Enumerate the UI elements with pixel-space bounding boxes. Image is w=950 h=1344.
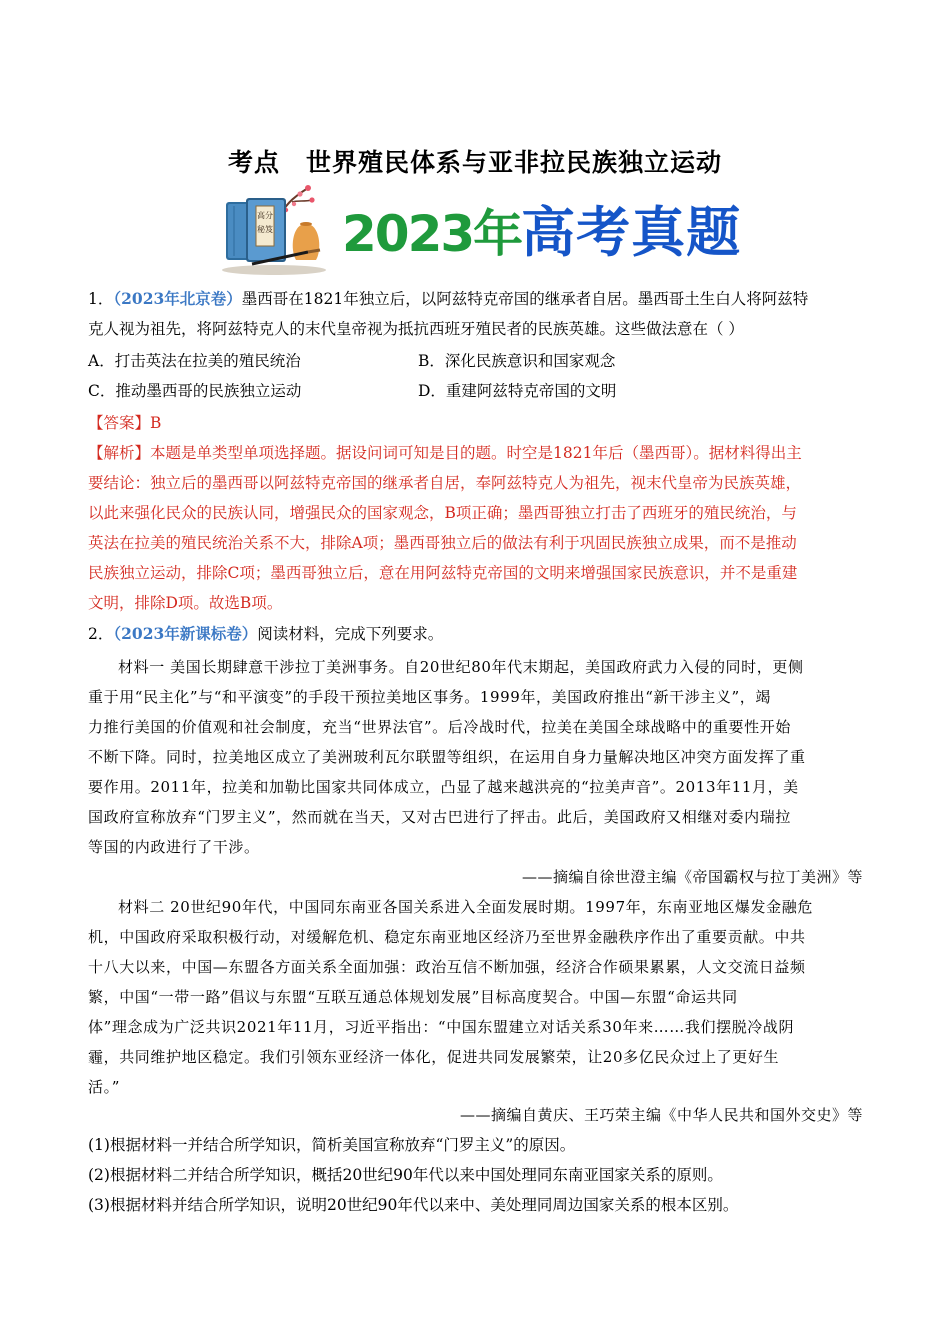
q1-analysis-line: 以此来强化民众的民族认同，增强民众的国家观念，B项正确；墨西哥独立打击了西班牙的殖民统治，与: [88, 504, 797, 522]
q1-option-c[interactable]: C．推动墨西哥的民族独立运动: [88, 382, 302, 400]
material-2-citation: ——摘编自黄庆、王巧荣主编《中华人民共和国外交史》等: [459, 1106, 863, 1124]
book-label: 高分: [257, 211, 273, 220]
material-1-line: 重于用“民主化”与“和平演变”的手段干预拉美地区事务。1999年，美国政府推出“新干涉主义”，竭: [88, 688, 771, 706]
banner-year: 2023年: [342, 205, 522, 263]
books-illustration-icon: [212, 180, 334, 276]
title-main: 世界殖民体系与亚非拉民族独立运动: [306, 148, 723, 177]
q2-subquestion-1: (1)根据材料一并结合所学知识，简析美国宣称放弃“门罗主义”的原因。: [88, 1136, 576, 1154]
q2-subquestion-2: (2)根据材料二并结合所学知识，概括20世纪90年代以来中国处理同东南亚国家关系的原则。: [88, 1166, 723, 1184]
q1-analysis-line: 文明，排除D项。故选B项。: [88, 594, 283, 612]
q2-source: （2023年新课标卷）: [113, 624, 258, 643]
material-2-line: 霾，共同维护地区稳定。我们引领东亚经济一体化，促进共同发展繁荣，让20多亿民众过上了更好生: [88, 1048, 780, 1066]
q1-analysis-line: 民族独立运动，排除C项；墨西哥独立后，意在用阿兹特克帝国的文明来增强国家民族意识，并不是重建: [88, 564, 798, 582]
q1-analysis-line: 英法在拉美的殖民统治关系不大，排除A项；墨西哥独立后的做法有利于巩固民族独立成果，而不是推动: [88, 534, 797, 552]
material-2-line: 十八大以来，中国—东盟各方面关系全面加强：政治互信不断加强，经济合作硕果累累，人文交流日益频: [88, 958, 806, 976]
material-2-line: 活。”: [88, 1078, 120, 1096]
q1-stem-line-2: 克人视为祖先，将阿兹特克人的末代皇帝视为抵抗西班牙殖民者的民族英雄。这些做法意在（ ）: [88, 320, 744, 338]
material-1-line: 不断下降。同时，拉美地区成立了美洲玻利瓦尔联盟等组织，在运用自身力量解决地区冲突方面发挥了重: [88, 748, 806, 766]
q1-stem-line-1: 1．（2023年北京卷）墨西哥在1821年独立后，以阿兹特克帝国的继承者自居。墨西哥土生白人将阿兹特: [88, 289, 809, 308]
material-1-line: 力推行美国的价值观和社会制度，充当“世界法官”。后冷战时代，拉美在美国全球战略中的重要性开始: [88, 718, 791, 736]
q1-answer: 【答案】B: [88, 414, 162, 432]
page-title: [0, 143, 950, 179]
material-2-line: 繁，中国“一带一路”倡议与东盟“互联互通总体规划发展”目标高度契合。中国—东盟“命运共同: [88, 988, 738, 1006]
banner-label: 高考真题: [521, 201, 742, 264]
q1-option-b[interactable]: B．深化民族意识和国家观念: [418, 352, 616, 370]
material-2-line: 材料二 20世纪90年代，中国同东南亚各国关系进入全面发展时期。1997年，东南亚地区爆发金融危: [118, 898, 813, 916]
exam-banner: [212, 180, 752, 276]
material-1-line: 要作用。2011年，拉美和加勒比国家共同体成立，凸显了越来越洪亮的“拉美声音”。2013年11月，美: [88, 778, 799, 796]
svg-text:秘笈: 秘笈: [257, 225, 273, 234]
material-1-line: 国政府宣称放弃“门罗主义”，然而就在当天，又对古巴进行了抨击。此后，美国政府又相继对委内瑞拉: [88, 808, 791, 826]
q1-analysis-line: 要结论：独立后的墨西哥以阿兹特克帝国的继承者自居，奉阿兹特克人为祖先，视末代皇帝为民族英雄，: [88, 474, 802, 492]
q1-number: 1．: [88, 290, 114, 308]
material-1-line: 等国的内政进行了干涉。: [88, 838, 260, 856]
material-2-line: 体”理念成为广泛共识2021年11月，习近平指出：“中国东盟建立对话关系30年来……我们摆脱冷战阴: [88, 1018, 795, 1036]
title-prefix: 考点: [227, 148, 280, 177]
q2-number: 2．: [88, 625, 114, 643]
q2-subquestion-3: (3)根据材料并结合所学知识，说明20世纪90年代以来中、美处理同周边国家关系的根本区别。: [88, 1196, 739, 1214]
q1-source: （2023年北京卷）: [113, 289, 242, 308]
q1-option-d[interactable]: D．重建阿兹特克帝国的文明: [418, 382, 617, 400]
q2-stem: 2．（2023年新课标卷）阅读材料，完成下列要求。: [88, 624, 444, 643]
material-2-line: 机，中国政府采取积极行动，对缓解危机、稳定东南亚地区经济乃至世界金融秩序作出了重要贡献。中共: [88, 928, 806, 946]
material-1-line: 材料一 美国长期肆意干涉拉丁美洲事务。自20世纪80年代末期起，美国政府武力入侵的同时，更侧: [118, 658, 804, 676]
q1-analysis-line: 【解析】本题是单类型单项选择题。据设问词可知是目的题。时空是1821年后（墨西哥）。据材料得出主: [88, 444, 802, 462]
material-1-citation: ——摘编自徐世澄主编《帝国霸权与拉丁美洲》等: [521, 868, 863, 886]
banner-heading: [342, 190, 741, 267]
q1-option-a[interactable]: A．打击英法在拉美的殖民统治: [88, 352, 301, 370]
